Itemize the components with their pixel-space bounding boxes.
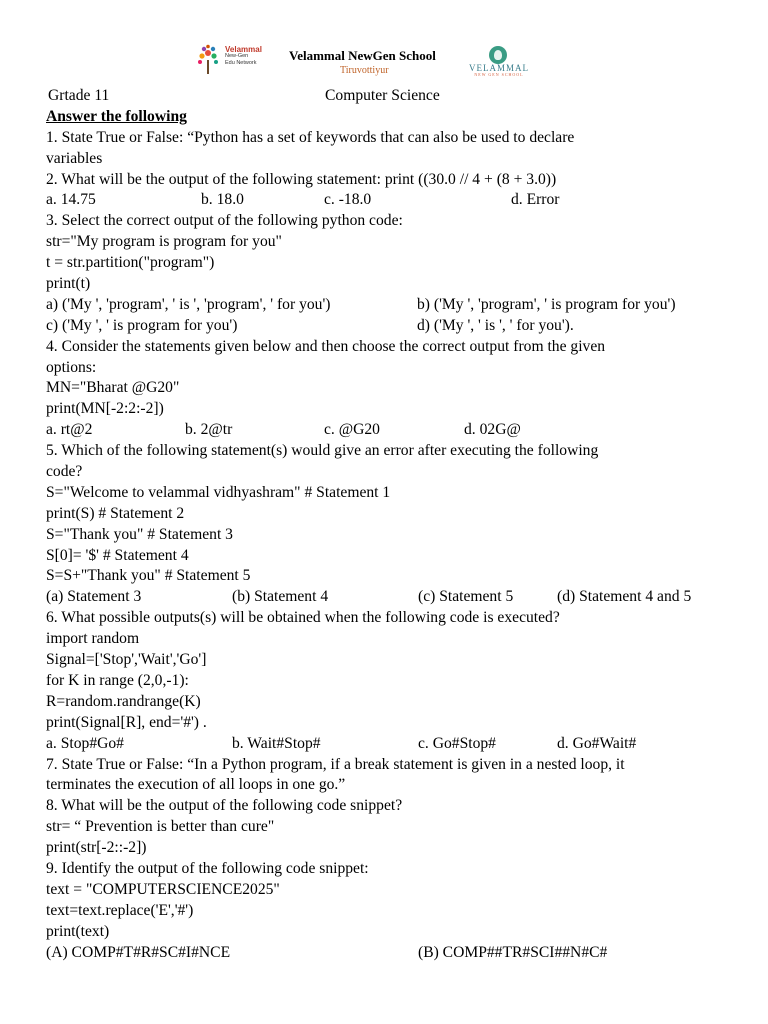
tree-logo-icon [195,44,221,76]
code-line: print(MN[-2:2:-2]) [46,400,164,418]
question-content [46,86,736,963]
option-b: b. 2@tr [185,421,233,439]
code-line: text=text.replace('E','#') [46,901,194,919]
question-9: 9. Identify the output of the following code snippet: [46,859,369,877]
question-7-line-1: 7. State True or False: “In a Python program, if a break statement is given in a nested loop, it [46,755,625,773]
code-line: S="Thank you" # Statement 3 [46,525,233,543]
option-b: b) ('My ', 'program', ' is program for you') [417,295,676,313]
option-c: (c) Statement 5 [418,588,514,606]
question-5-options [46,587,736,608]
question-4-line-2: options: [46,358,97,376]
velammal-emblem-logo [458,46,540,76]
code-line: import random [46,630,140,648]
question-8: 8. What will be the output of the following code snippet? [46,797,403,815]
question-4-options [46,420,736,441]
option-c: c. -18.0 [324,191,372,209]
option-a: (A) COMP#T#R#SC#I#NCE [46,943,231,961]
section-heading: Answer the following [46,107,187,125]
option-d: d. 02G@ [464,421,521,439]
code-line: S[0]= '$' # Statement 4 [46,546,189,564]
code-line: text = "COMPUTERSCIENCE2025" [46,880,280,898]
question-3: 3. Select the correct output of the following python code: [46,212,403,230]
option-d: d. Go#Wait# [557,734,637,752]
logo-right-sub: NEW GEN SCHOOL [474,72,524,77]
code-line: S="Welcome to velammal vidhyashram" # Statement 1 [46,483,391,501]
school-name: Velammal NewGen School [289,48,436,63]
option-c: c. Go#Stop# [418,734,496,752]
emblem-icon [489,46,507,64]
logo-right-name: VELAMMAL [469,63,529,73]
option-c: c) ('My ', ' is program for you') [46,316,238,334]
subject-label: Computer Science [325,87,440,104]
question-4-line-1: 4. Consider the statements given below and then choose the correct output from the given [46,337,606,355]
question-5-line-1: 5. Which of the following statement(s) would give an error after executing the following [46,442,599,460]
question-2: 2. What will be the output of the following statement: print ((30.0 // 4 + (8 + 3.0)) [46,170,557,188]
question-6: 6. What possible outputs(s) will be obtained when the following code is executed? [46,609,560,627]
option-a: a. rt@2 [46,421,93,439]
code-line: Signal=['Stop','Wait','Go'] [46,651,207,669]
logo-left-name: Velammal [225,45,262,54]
question-5-line-2: code? [46,463,83,481]
logo-left-line2: New-Gen [225,53,249,59]
velammal-newgen-logo [195,44,270,78]
school-header [0,42,768,82]
code-line: str="My program is program for you" [46,233,282,251]
option-d: (d) Statement 4 and 5 [557,588,692,606]
option-b: b. Wait#Stop# [232,734,321,752]
question-9-options [46,943,736,964]
option-b: b. 18.0 [201,191,244,209]
option-c: c. @G20 [324,421,380,439]
code-line: t = str.partition("program") [46,254,215,272]
option-a: a. Stop#Go# [46,734,124,752]
code-line: S=S+"Thank you" # Statement 5 [46,567,251,585]
code-line: str= “ Prevention is better than cure" [46,818,275,836]
option-a: a) ('My ', 'program', ' is ', 'program', ' for you') [46,295,331,313]
code-line: R=random.randrange(K) [46,692,201,710]
code-line: print(t) [46,275,91,293]
question-3-options-row-1 [46,295,736,316]
question-1-line-1: 1. State True or False: “Python has a set of keywords that can also be used to declare [46,128,575,146]
code-line: print(S) # Statement 2 [46,504,185,522]
logo-left-line3: Edu Network [225,60,257,66]
question-7-line-2: terminates the execution of all loops in one go.” [46,776,346,794]
question-2-options [46,190,736,211]
option-b: (b) Statement 4 [232,588,329,606]
code-line: print(text) [46,922,110,940]
code-line: print(str[-2::-2]) [46,839,147,857]
code-line: print(Signal[R], end='#') . [46,713,207,731]
question-1-line-2: variables [46,149,103,167]
option-d: d. Error [511,191,560,209]
option-a: (a) Statement 3 [46,588,142,606]
question-3-options-row-2 [46,316,736,337]
campus-name: Tiruvottiyur [340,65,389,76]
meta-line [46,86,736,107]
code-line: for K in range (2,0,-1): [46,671,189,689]
option-d: d) ('My ', ' is ', ' for you'). [417,316,574,334]
grade-label: Grtade 11 [48,87,110,104]
option-b: (B) COMP##TR#SCI##N#C# [418,943,608,961]
code-line: MN="Bharat @G20" [46,379,180,397]
question-6-options [46,734,736,755]
option-a: a. 14.75 [46,191,96,209]
